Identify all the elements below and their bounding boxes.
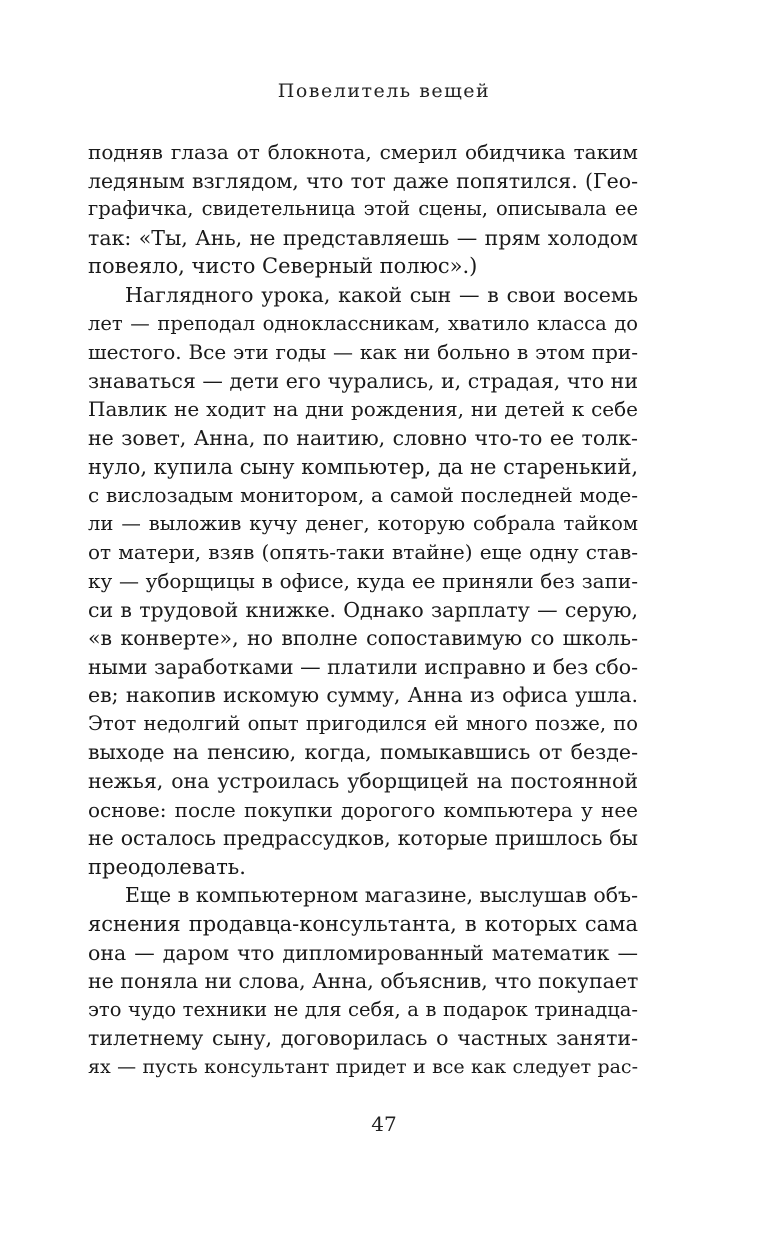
text-line: ку — уборщицы в офисе, куда ее приняли без запи- (88, 568, 638, 593)
text-line: подняв глаза от блокнота, смерил обидчика таким (88, 140, 638, 164)
text-line: тилетнему сыну, договорилась о частных заняти- (88, 1026, 638, 1051)
page-number: 47 (371, 1112, 397, 1136)
text-line: Павлик не ходит на дни рождения, ни детей к себе (88, 397, 638, 422)
text-line: ли — выложив кучу денег, которую собрала тайком (88, 511, 638, 535)
text-line: Наглядного урока, какой сын — в свои восемь (125, 282, 638, 307)
text-line: не поняла ни слова, Анна, объяснив, что покупает (88, 969, 638, 994)
running-head: Повелитель вещей (277, 80, 491, 102)
text-line: основе: после покупки дорогого компьютера у нее (88, 797, 638, 822)
text-line: шестого. Все эти годы — как ни больно в этом при- (88, 340, 638, 365)
text-line: преодолевать. (88, 854, 246, 879)
text-line: яснения продавца-консультанта, в которых сама (88, 912, 638, 937)
text-line: знаваться — дети его чурались, и, страдая, что ни (88, 368, 638, 393)
text-line: нежья, она устроилась уборщицей на постоянной (88, 769, 638, 794)
text-line: графичка, свидетельница этой сцены, описывала ее (88, 197, 638, 221)
text-line: не зовет, Анна, по наитию, словно что-то ее толк- (88, 425, 638, 450)
text-line: Этот недолгий опыт пригодился ей много позже, по (88, 711, 638, 735)
text-line: так: «Ты, Ань, не представляешь — прям холодом (88, 225, 638, 250)
text-line: ными заработками — платили исправно и без сбо- (88, 654, 638, 679)
text-line: не осталось предрассудков, которые пришлось бы (88, 826, 638, 851)
body-text (88, 138, 638, 1082)
text-line: повеяло, чисто Северный полюс».) (88, 254, 478, 279)
text-line: от матери, взяв (опять-таки втайне) еще одну став- (88, 540, 638, 565)
text-line: ледяным взглядом, что тот даже попятился. (Гео- (88, 168, 638, 193)
text-line: «в конверте», но вполне сопоставимую со школь- (88, 626, 638, 651)
text-line: си в трудовой книжке. Однако зарплату — серую, (88, 597, 638, 622)
text-line: ях — пусть консультант придет и все как следует рас- (88, 1056, 638, 1078)
text-line: она — даром что дипломированный математик — (88, 940, 638, 965)
text-line: Еще в компьютерном магазине, выслушав объ- (125, 883, 638, 908)
text-line: с вислозадым монитором, а самой последней моде- (88, 483, 638, 508)
text-line: выходе на пенсию, когда, помыкавшись от безде- (88, 740, 638, 765)
text-line: это чудо техники не для себя, а в подарок тринадца- (88, 997, 638, 1021)
text-line: лет — преподал одноклассникам, хватило класса до (88, 311, 638, 335)
text-line: ев; накопив искомую сумму, Анна из офиса ушла. (88, 683, 638, 708)
text-line: нуло, купила сыну компьютер, да не старенький, (88, 454, 638, 479)
